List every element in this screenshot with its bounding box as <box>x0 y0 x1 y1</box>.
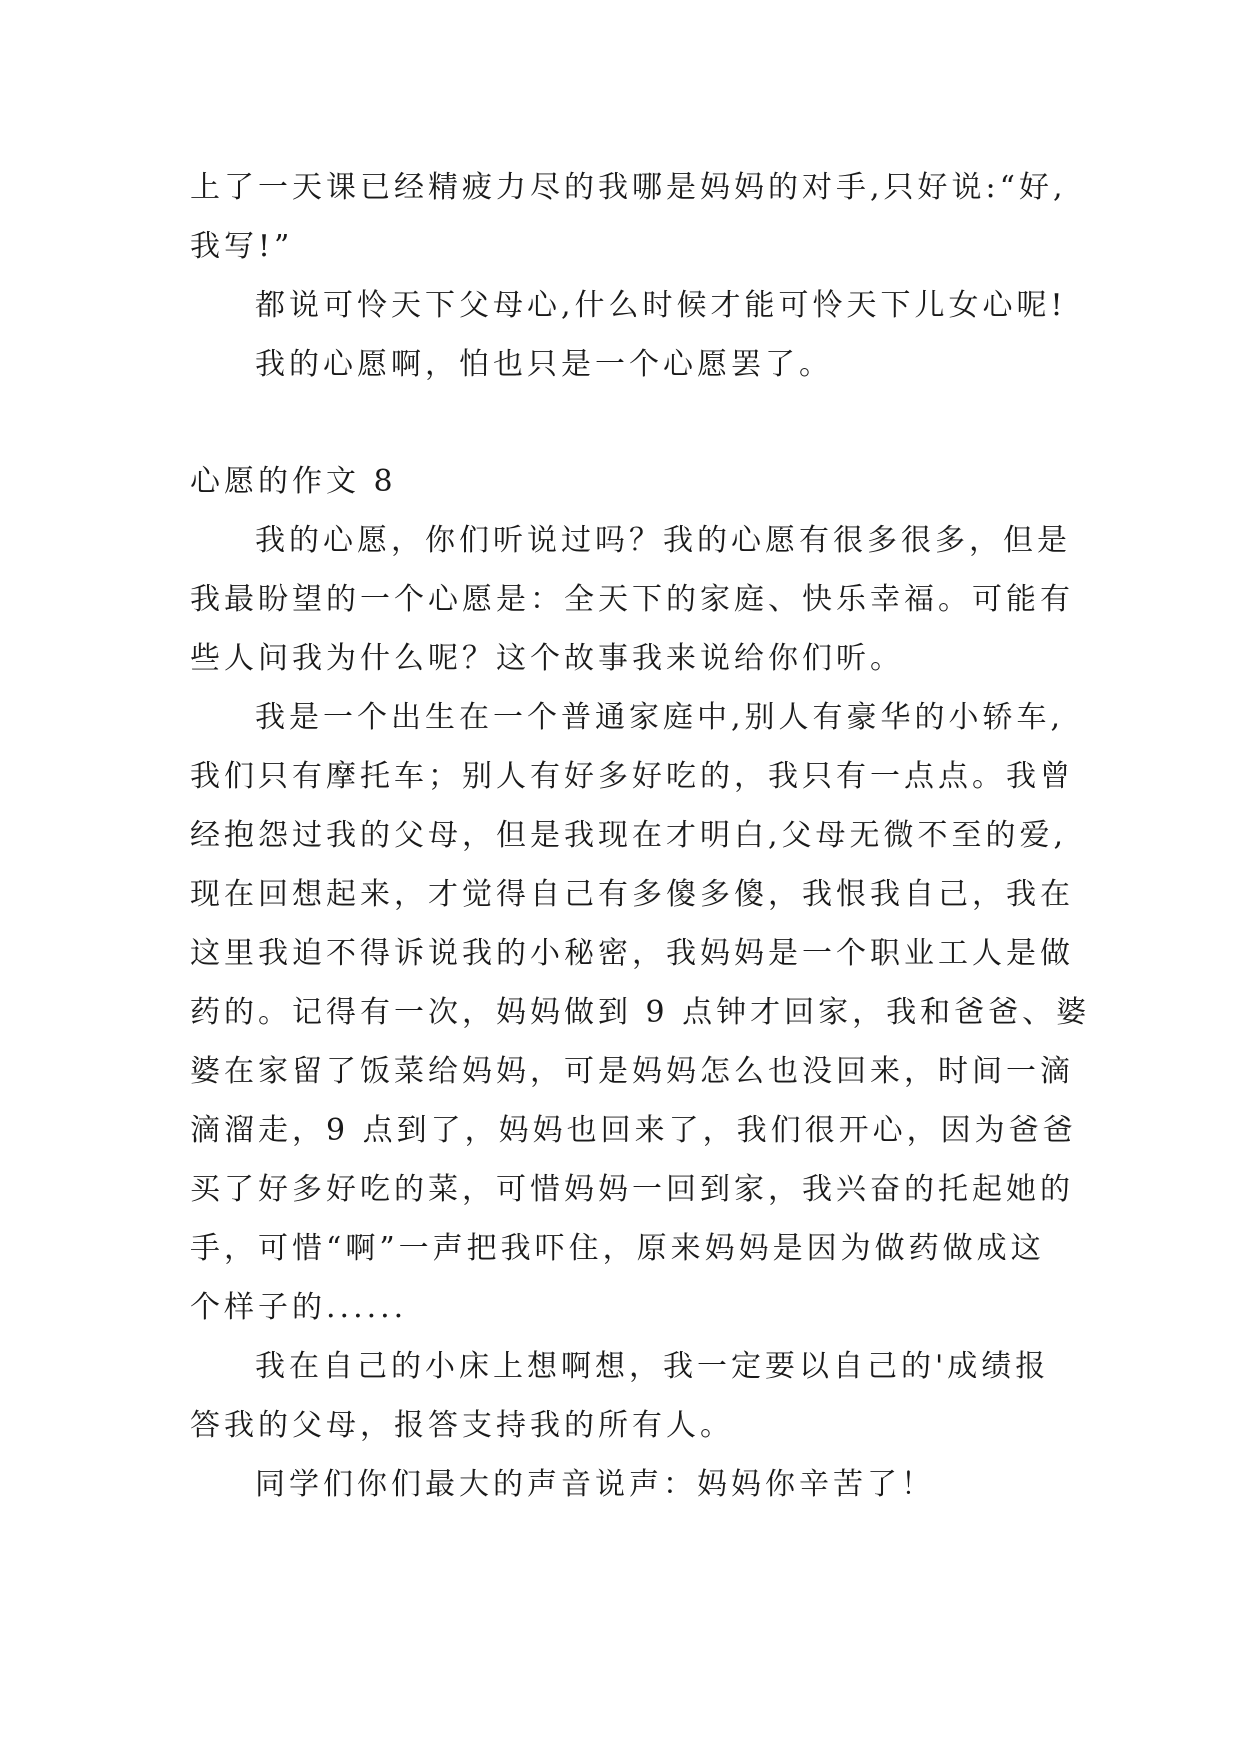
text-line: 答我的父母，报答支持我的所有人。 <box>190 1408 734 1443</box>
text-line: 我们只有摩托车；别人有好多好吃的，我只有一点点。我曾 <box>190 759 1074 794</box>
text-line: 我写!” <box>190 229 294 264</box>
text-line: 我最盼望的一个心愿是：全天下的家庭、快乐幸福。可能有 <box>190 582 1074 617</box>
text-line: 同学们你们最大的声音说声：妈妈你辛苦了！ <box>255 1467 935 1502</box>
text-line: 我的心愿啊，怕也只是一个心愿罢了。 <box>255 347 833 382</box>
text-line: 买了好多好吃的菜，可惜妈妈一回到家，我兴奋的托起她的 <box>190 1172 1074 1207</box>
section-heading: 心愿的作文 8 <box>190 464 397 499</box>
text-line: 我是一个出生在一个普通家庭中,别人有豪华的小轿车, <box>255 700 1065 735</box>
text-line: 婆在家留了饭菜给妈妈，可是妈妈怎么也没回来，时间一滴 <box>190 1054 1074 1089</box>
text-line: 都说可怜天下父母心,什么时候才能可怜天下儿女心呢! <box>255 288 1067 323</box>
text-line: 滴溜走，9 点到了，妈妈也回来了，我们很开心，因为爸爸 <box>190 1113 1077 1148</box>
text-line: 我的心愿，你们听说过吗？我的心愿有很多很多，但是 <box>255 523 1071 558</box>
text-line: 经抱怨过我的父母，但是我现在才明白,父母无微不至的爱, <box>190 818 1068 853</box>
text-line: 些人问我为什么呢？这个故事我来说给你们听。 <box>190 641 904 676</box>
text-line: 上了一天课已经精疲力尽的我哪是妈妈的对手,只好说:“好, <box>190 170 1067 205</box>
text-line: 现在回想起来，才觉得自己有多傻多傻，我恨我自己，我在 <box>190 877 1074 912</box>
text-line: 手，可惜“啊”一声把我吓住，原来妈妈是因为做药做成这 <box>190 1231 1045 1266</box>
text-line: 药的。记得有一次，妈妈做到 9 点钟才回家，我和爸爸、婆 <box>190 995 1091 1030</box>
text-line: 个样子的...... <box>190 1290 408 1325</box>
text-line: 这里我迫不得诉说我的小秘密，我妈妈是一个职业工人是做 <box>190 936 1074 971</box>
text-line: 我在自己的小床上想啊想，我一定要以自己的'成绩报 <box>255 1349 1050 1384</box>
